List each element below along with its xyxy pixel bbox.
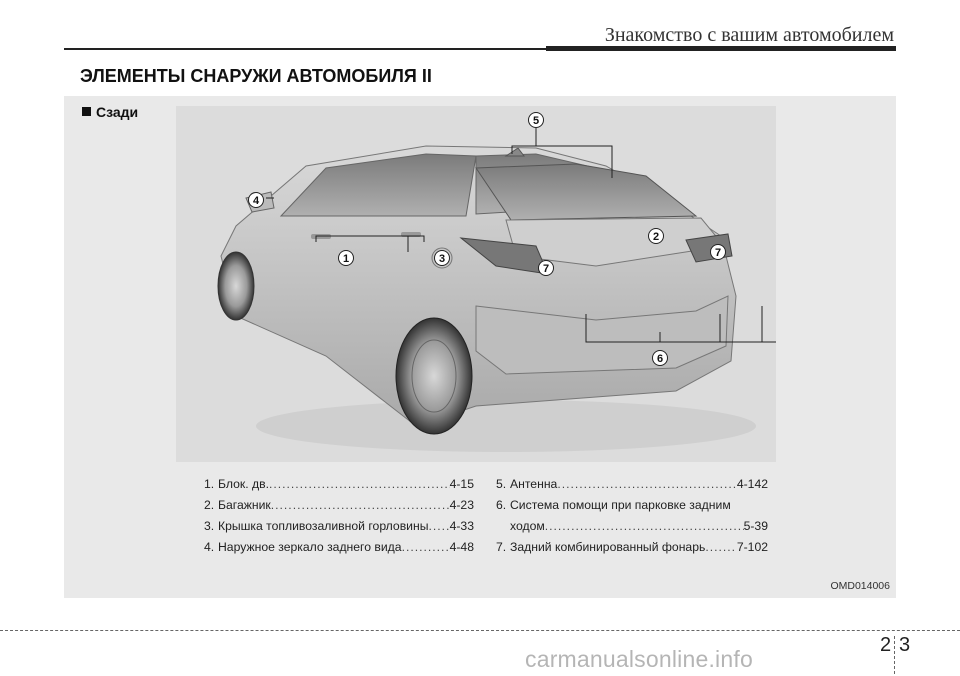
callout-7-left <box>539 261 554 276</box>
svg-text:1: 1 <box>342 253 350 265</box>
section-title: ЭЛЕМЕНТЫ СНАРУЖИ АВТОМОБИЛЯ II <box>80 66 432 86</box>
callout-4 <box>249 193 264 208</box>
watermark: carmanualsonline.info <box>525 646 753 672</box>
callout-2 <box>649 229 664 244</box>
list-item: 4. Наружное зеркало заднего вида ..... 4-48 <box>204 537 474 558</box>
square-bullet-icon <box>82 107 91 116</box>
callout-6 <box>653 351 668 366</box>
list-item: 2. Багажник ..... 4-23 <box>204 495 474 516</box>
svg-text:2: 2 <box>652 231 660 243</box>
item-list-right <box>496 474 768 558</box>
list-item: 7. Задний комбинированный фонарь ..... 7-102 <box>496 537 768 558</box>
figure-panel <box>64 96 896 598</box>
svg-text:3: 3 <box>438 253 446 265</box>
callout-7-right <box>711 245 726 260</box>
item-list-left <box>204 474 474 558</box>
page-number: 3 <box>899 634 911 656</box>
page-chapter-number: 2 <box>880 634 892 656</box>
svg-text:7: 7 <box>714 247 722 259</box>
car-rear-illustration <box>176 106 776 462</box>
view-label <box>82 104 138 120</box>
svg-text:5: 5 <box>532 115 540 127</box>
header-rule-accent <box>546 46 896 51</box>
svg-text:4: 4 <box>252 195 260 207</box>
list-item: 5. Антенна ..... 4-142 <box>496 474 768 495</box>
list-item: 3. Крышка топливозаливной горловины ..... 4-33 <box>204 516 474 537</box>
callout-1 <box>339 251 354 266</box>
footer-divider <box>0 630 960 631</box>
svg-text:7: 7 <box>542 263 550 275</box>
callout-5 <box>529 113 544 128</box>
list-item: 6. Система помощи при парковке задним ходом ..... 5-39 <box>496 495 768 537</box>
car-drawing <box>176 106 776 462</box>
page-number-separator <box>894 636 895 674</box>
image-code: OMD014006 <box>830 580 890 592</box>
callout-3 <box>435 251 450 266</box>
view-label-text: Сзади <box>96 104 139 120</box>
list-item: 1. Блок. дв. ..... 4-15 <box>204 474 474 495</box>
svg-text:6: 6 <box>656 353 664 365</box>
chapter-title: Знакомство с вашим автомобилем <box>604 24 894 46</box>
